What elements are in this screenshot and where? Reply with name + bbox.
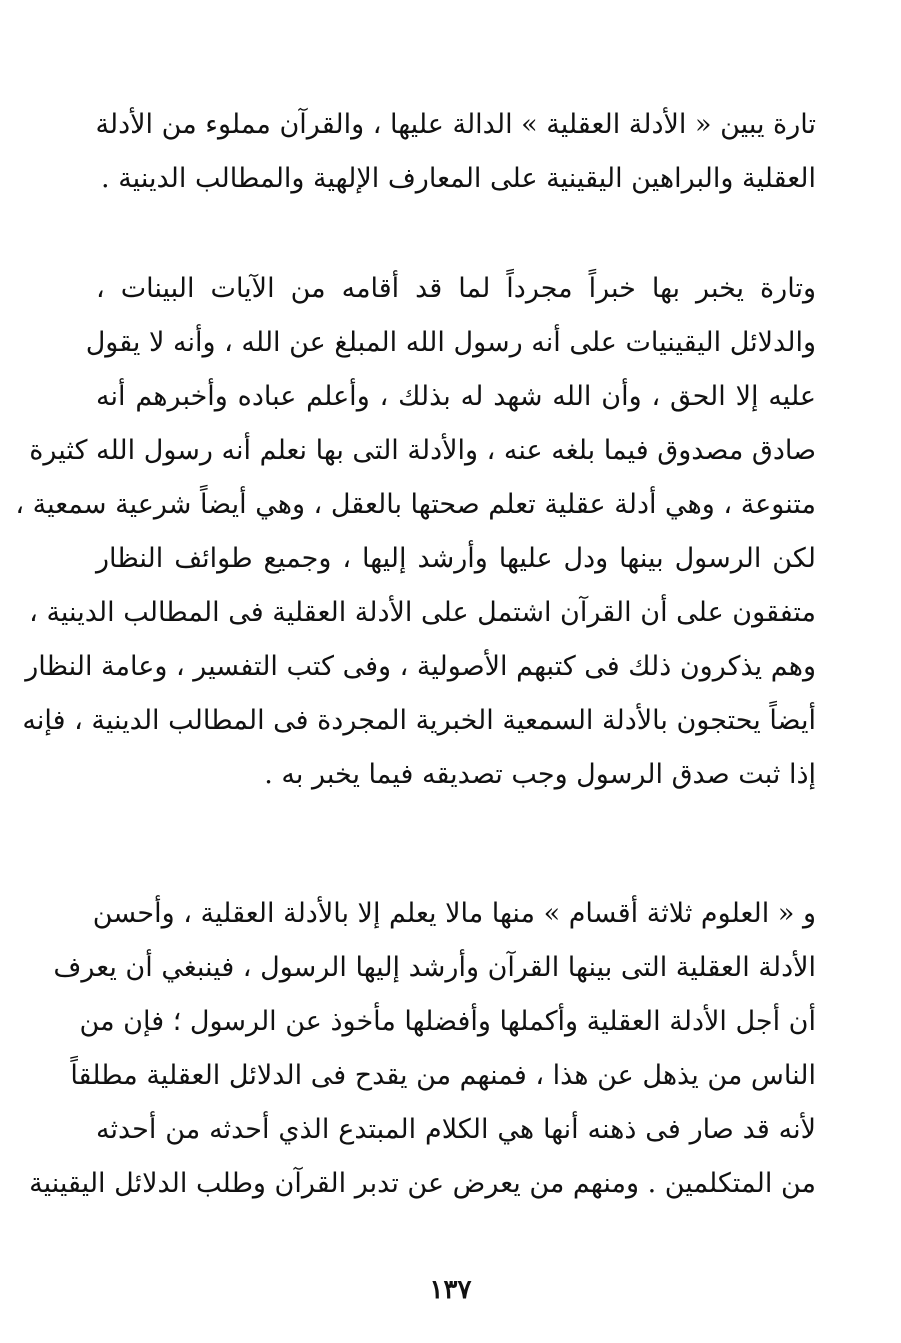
- text-line: لأنه قد صار فى ذهنه أنها هي الكلام المبتدع الذي أحدثه من أحدثه: [96, 1114, 816, 1145]
- paragraph-2: [15, 262, 816, 802]
- paragraph-3: [29, 887, 816, 1211]
- text-line: من المتكلمين . ومنهم من يعرض عن تدبر القرآن وطلب الدلائل اليقينية: [29, 1168, 816, 1199]
- text-line: الناس من يذهل عن هذا ، فمنهم من يقدح فى الدلائل العقلية مطلقاً: [70, 1060, 816, 1091]
- text-line: لكن الرسول بينها ودل عليها وأرشد إليها ، وجميع طوائف النظار: [96, 543, 816, 574]
- text-line: إذا ثبت صدق الرسول وجب تصديقه فيما يخبر به .: [264, 759, 816, 790]
- text-line: متفقون على أن القرآن اشتمل على الأدلة العقلية فى المطالب الدينية ،: [29, 597, 816, 628]
- text-line: و « العلوم ثلاثة أقسام » منها مالا يعلم إلا بالأدلة العقلية ، وأحسن: [92, 898, 816, 929]
- text-line: وتارة يخبر بها خبراً مجرداً لما قد أقامه من الآيات البينات ،: [96, 273, 816, 304]
- page-number: ١٣٧: [429, 1275, 472, 1305]
- paragraph-1: [96, 98, 816, 206]
- text-line: وهم يذكرون ذلك فى كتبهم الأصولية ، وفى كتب التفسير ، وعامة النظار: [25, 651, 816, 682]
- text-line: الأدلة العقلية التى بينها القرآن وأرشد إليها الرسول ، فينبغي أن يعرف: [53, 952, 816, 983]
- text-line: صادق مصدوق فيما بلغه عنه ، والأدلة التى بها نعلم أنه رسول الله كثيرة: [29, 435, 816, 466]
- text-line: أن أجل الأدلة العقلية وأكملها وأفضلها مأخوذ عن الرسول ؛ فإن من: [79, 1006, 816, 1037]
- text-line: العقلية والبراهين اليقينية على المعارف الإلهية والمطالب الدينية .: [101, 163, 816, 194]
- text-line: عليه إلا الحق ، وأن الله شهد له بذلك ، وأعلم عباده وأخبرهم أنه: [96, 381, 816, 412]
- text-line: أيضاً يحتجون بالأدلة السمعية الخبرية المجردة فى المطالب الدينية ، فإنه: [22, 705, 816, 736]
- text-line: والدلائل اليقينيات على أنه رسول الله المبلغ عن الله ، وأنه لا يقول: [85, 327, 816, 358]
- text-line: تارة يبين « الأدلة العقلية » الدالة عليها ، والقرآن مملوء من الأدلة: [95, 109, 816, 140]
- text-line: متنوعة ، وهي أدلة عقلية تعلم صحتها بالعقل ، وهي أيضاً شرعية سمعية ،: [15, 489, 816, 520]
